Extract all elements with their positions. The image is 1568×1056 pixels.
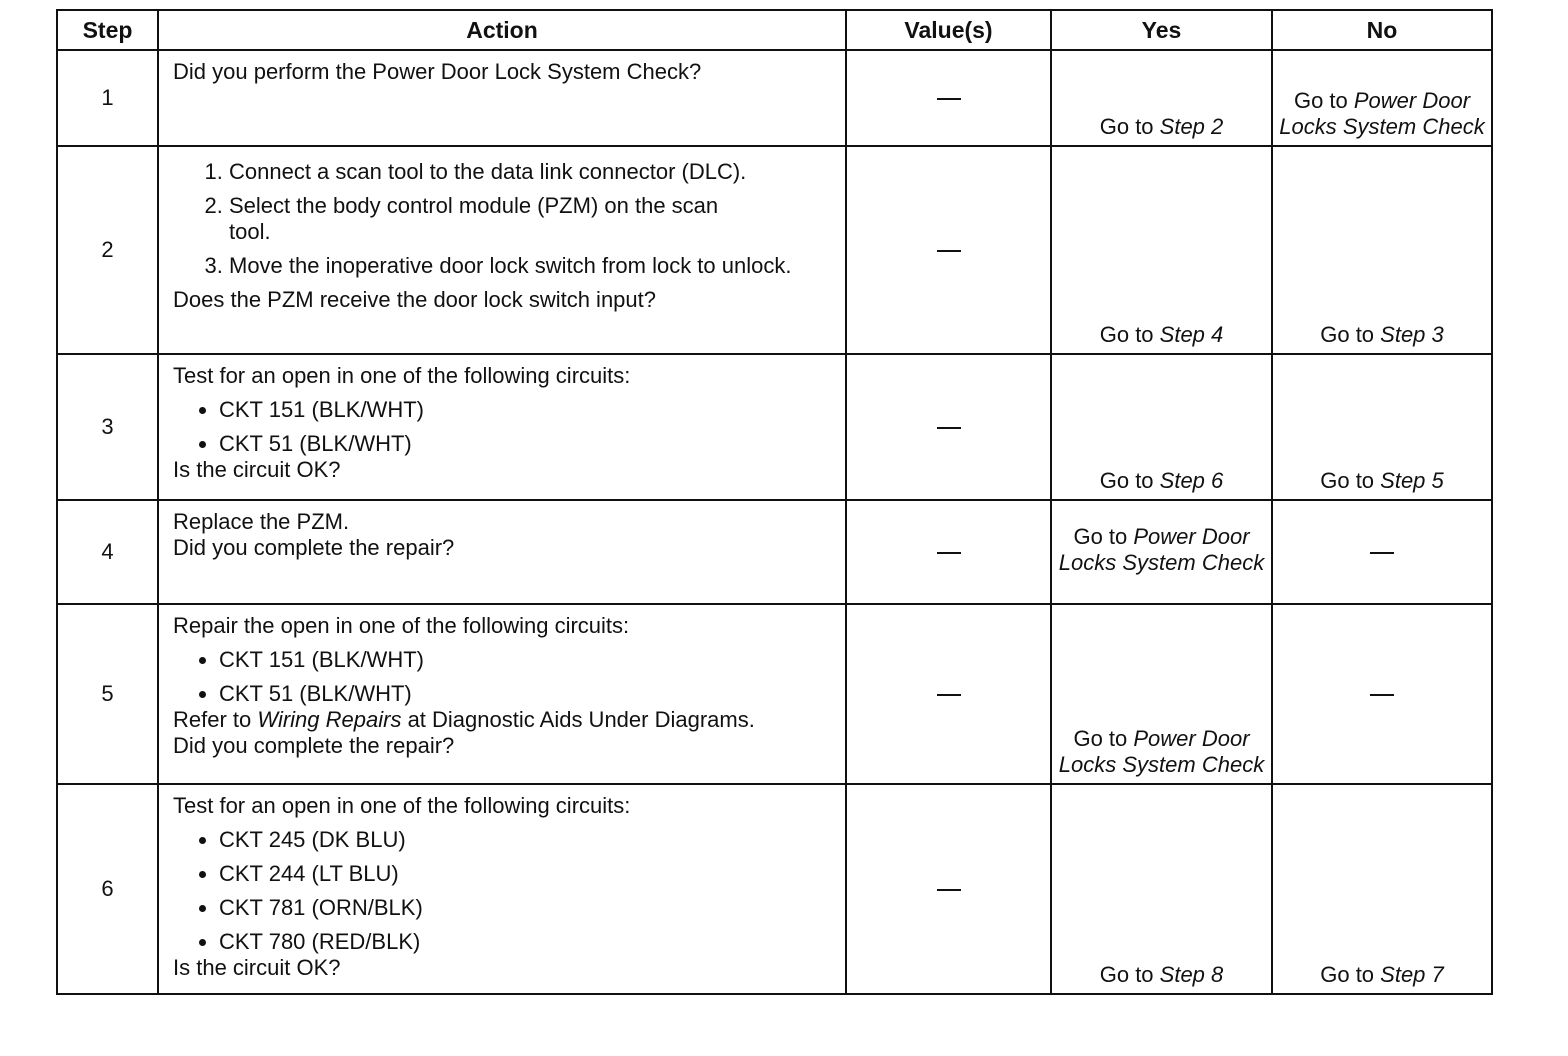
no-prefix: Go to [1320,468,1381,493]
yes-cell [1051,784,1272,994]
circuit-item: • CKT 151 (BLK/WHT) [219,397,835,423]
yes-target: Step 8 [1159,962,1224,987]
no-target: Step 7 [1380,962,1444,987]
action-question: Is the circuit OK? [173,955,341,980]
circuit-list [173,827,835,955]
yes-cell [1051,146,1272,354]
header-no: No [1272,10,1492,50]
table-row [57,500,1492,604]
action-cell [158,146,846,354]
no-cell [1272,50,1492,146]
no-cell [1272,604,1492,784]
yes-cell [1051,50,1272,146]
action-step: 1. Connect a scan tool to the data link connector (DLC). [229,159,835,185]
yes-prefix: Go to [1099,468,1160,493]
circuit-item: • CKT 151 (BLK/WHT) [219,647,835,673]
circuit-item: • CKT 780 (RED/BLK) [219,929,835,955]
yes-cell [1051,500,1272,604]
value-cell [846,50,1051,146]
action-text: Did you perform the Power Door Lock System Check? [173,59,702,84]
no-prefix: Go to [1320,322,1381,347]
step-number: 5 [57,604,158,784]
value-cell [846,146,1051,354]
circuit-item: • CKT 781 (ORN/BLK) [219,895,835,921]
table-row [57,50,1492,146]
value-dash [937,98,961,100]
yes-cell [1051,354,1272,500]
yes-prefix: Go to [1099,962,1160,987]
no-cell [1272,146,1492,354]
table-row [57,604,1492,784]
action-cell [158,354,846,500]
value-dash [937,427,961,429]
action-question: Is the circuit OK? [173,457,341,482]
action-step: 2. Select the body control module (PZM) on the scan tool. [229,193,835,245]
wiring-repairs-link: Wiring Repairs [257,707,402,732]
no-cell [1272,500,1492,604]
header-yes: Yes [1051,10,1272,50]
action-cell [158,784,846,994]
no-dash [1370,552,1394,554]
yes-target: Power Door Locks System Check [1058,523,1265,575]
yes-prefix: Go to [1073,726,1134,751]
no-prefix: Go to [1293,88,1354,113]
action-cell [158,500,846,604]
circuit-list [173,397,835,457]
step-number: 3 [57,354,158,500]
circuit-item: • CKT 244 (LT BLU) [219,861,835,887]
table-row [57,146,1492,354]
table-row [57,784,1492,994]
no-cell [1272,784,1492,994]
value-cell [846,354,1051,500]
step-number: 4 [57,500,158,604]
refer-text [173,707,835,733]
yes-prefix: Go to [1073,523,1134,549]
yes-target: Step 4 [1159,322,1224,347]
action-text: Test for an open in one of the following circuits: [173,793,631,818]
value-dash [937,250,961,252]
yes-prefix: Go to [1099,322,1160,347]
action-text: Replace the PZM. [173,509,350,534]
yes-prefix: Go to [1099,114,1160,139]
action-question: Did you complete the repair? [173,733,455,758]
yes-cell [1051,604,1272,784]
action-cell [158,604,846,784]
step-number: 6 [57,784,158,994]
header-row [57,10,1492,50]
action-text: Test for an open in one of the following circuits: [173,363,631,388]
refer-suffix: at Diagnostic Aids Under Diagrams. [401,707,755,732]
circuit-item: • CKT 51 (BLK/WHT) [219,431,835,457]
no-prefix: Go to [1320,962,1381,987]
value-cell [846,500,1051,604]
header-values: Value(s) [846,10,1051,50]
value-cell [846,784,1051,994]
no-target: Power Door Locks System Check [1279,88,1485,139]
no-target: Step 3 [1380,322,1444,347]
action-question: Does the PZM receive the door lock switch input? [173,287,657,312]
action-step: 3. Move the inoperative door lock switch from lock to unlock. [229,253,835,279]
value-dash [937,552,961,554]
value-dash [937,694,961,696]
step-number: 2 [57,146,158,354]
header-action: Action [158,10,846,50]
yes-target: Power Door Locks System Check [1058,726,1265,777]
header-step: Step [57,10,158,50]
value-dash [937,889,961,891]
step-number: 1 [57,50,158,146]
circuit-item: • CKT 245 (DK BLU) [219,827,835,853]
action-steps-list [173,159,835,279]
refer-prefix: Refer to [173,707,258,732]
action-question: Did you complete the repair? [173,535,455,560]
yes-target: Step 6 [1159,468,1224,493]
no-target: Step 5 [1380,468,1444,493]
circuit-list [173,647,835,707]
no-cell [1272,354,1492,500]
circuit-item: • CKT 51 (BLK/WHT) [219,681,835,707]
no-dash [1370,694,1394,696]
yes-target: Step 2 [1159,114,1224,139]
table-row [57,354,1492,500]
action-cell [158,50,846,146]
diagnostic-table [56,9,1493,995]
value-cell [846,604,1051,784]
action-text: Repair the open in one of the following circuits: [173,613,630,638]
